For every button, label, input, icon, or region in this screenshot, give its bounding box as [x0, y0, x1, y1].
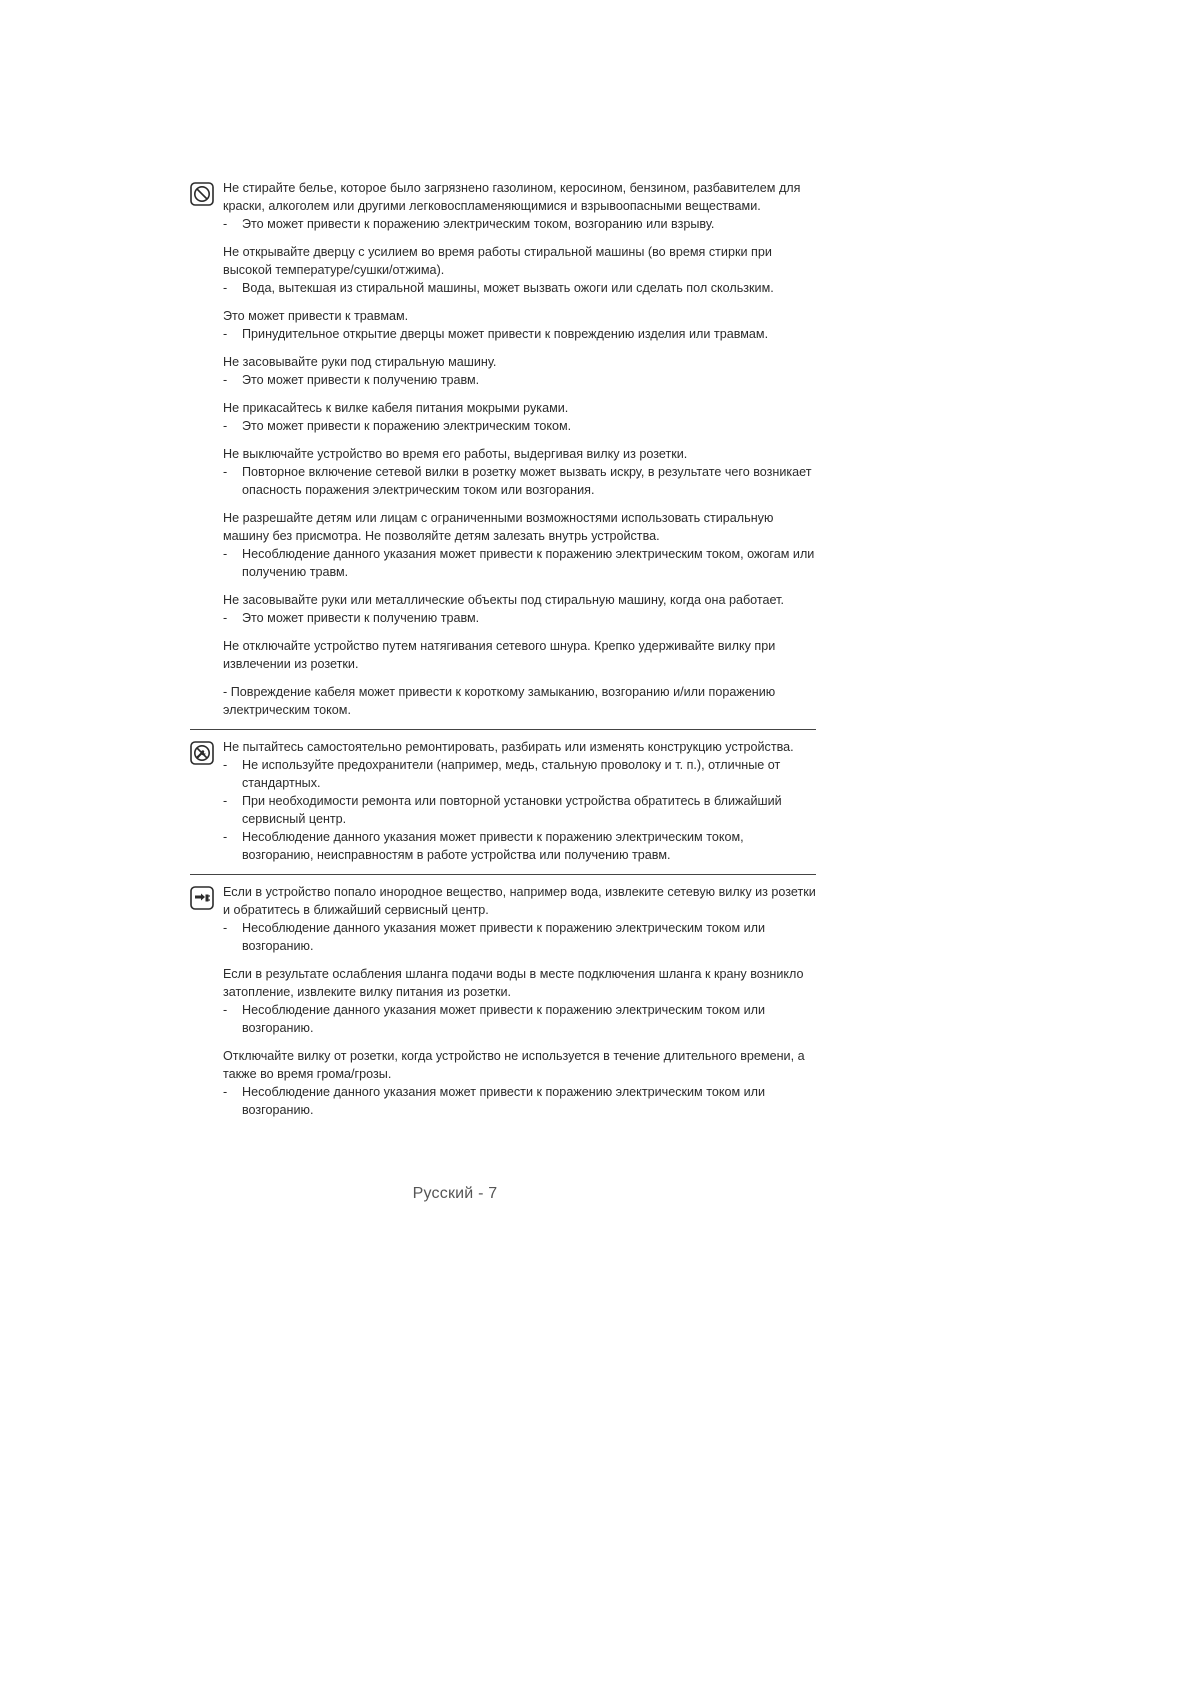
section-divider	[190, 874, 816, 875]
no-disassembly-wrench-icon	[190, 741, 214, 765]
bullet-item: - Несоблюдение данного указания может привести к поражению электрическим током, возгоранию, неисправностям в работе устройства или получению травм.	[223, 830, 744, 862]
bullet-item: - Это может привести к поражению электрическим током.	[223, 419, 572, 433]
bullet-item: - Это может привести к поражению электрическим током, возгоранию или взрыву.	[223, 217, 715, 231]
warning-paragraph: Не засовывайте руки или металлические объекты под стиральную машину, когда она работает.	[223, 593, 784, 607]
unplug-section	[190, 883, 816, 1119]
bullet-item: - Не используйте предохранители (например, медь, стальную проволоку и т. п.), отличные от стандартных.	[223, 758, 781, 790]
warning-paragraph: Отключайте вилку от розетки, когда устройство не используется в течение длительного времени, а также во время грома/грозы.	[223, 1049, 805, 1081]
bullet-item-wide: - Повреждение кабеля может привести к короткому замыканию, возгоранию и/или поражению электрическим током.	[223, 685, 776, 717]
bullet-item: - Это может привести к получению травм.	[223, 611, 480, 625]
bullet-item: - Это может привести к получению травм.	[223, 373, 480, 387]
warning-paragraph: Если в результате ослабления шланга подачи воды в месте подключения шланга к крану возникло затопление, извлеките вилку питания из розетки.	[223, 967, 804, 999]
warning-paragraph: Не прикасайтесь к вилке кабеля питания мокрыми руками.	[223, 401, 569, 415]
disassembly-section	[190, 738, 816, 864]
bullet-item: - Повторное включение сетевой вилки в розетку может вызвать искру, в результате чего возникает опасность поражения электрическим током или возгорания.	[223, 465, 812, 497]
warning-paragraph: Не пытайтесь самостоятельно ремонтировать, разбирать или изменять конструкцию устройства.	[223, 740, 794, 754]
bullet-item: - Принудительное открытие дверцы может привести к повреждению изделия или травмам.	[223, 327, 769, 341]
section-divider	[190, 729, 816, 730]
warning-paragraph: Если в устройство попало инородное вещество, например вода, извлеките сетевую вилку из розетки и обратитесь в ближайший сервисный центр.	[223, 885, 816, 917]
page-content	[190, 179, 816, 1119]
prohibition-icon	[190, 182, 214, 206]
warning-paragraph: Не выключайте устройство во время его работы, выдергивая вилку из розетки.	[223, 447, 688, 461]
bullet-item: - Несоблюдение данного указания может привести к поражению электрическим током или возгоранию.	[223, 1085, 766, 1117]
bullet-item: - Несоблюдение данного указания может привести к поражению электрическим током или возгоранию.	[223, 921, 766, 953]
warning-paragraph: Не открывайте дверцу с усилием во время работы стиральной машины (во время стирки при высокой температуре/сушки/отжима).	[223, 245, 772, 277]
warning-paragraph: Не стирайте белье, которое было загрязнено газолином, керосином, бензином, разбавителем для краски, алкоголем или другими легковоспламеняющимися и взрывоопасными веществами.	[223, 181, 801, 213]
warning-paragraph: Это может привести к травмам.	[223, 309, 409, 323]
warning-paragraph: Не разрешайте детям или лицам с ограниченными возможностями использовать стиральную машину без присмотра. Не позволяйте детям залезать внутрь устройства.	[223, 511, 774, 543]
page-footer: Русский - 7	[412, 1185, 498, 1202]
bullet-item: - При необходимости ремонта или повторной установки устройства обратитесь в ближайший сервисный центр.	[223, 794, 782, 826]
unplug-icon	[190, 886, 214, 910]
bullet-item: - Вода, вытекшая из стиральной машины, может вызвать ожоги или сделать пол скользким.	[223, 281, 774, 295]
bullet-item: - Несоблюдение данного указания может привести к поражению электрическим током, ожогам или получению травм.	[223, 547, 815, 579]
warning-paragraph: Не засовывайте руки под стиральную машину.	[223, 355, 497, 369]
prohibition-section	[190, 179, 816, 719]
bullet-item: - Несоблюдение данного указания может привести к поражению электрическим током или возгоранию.	[223, 1003, 766, 1035]
warning-paragraph: Не отключайте устройство путем натягивания сетевого шнура. Крепко удерживайте вилку при извлечении из розетки.	[223, 639, 776, 671]
